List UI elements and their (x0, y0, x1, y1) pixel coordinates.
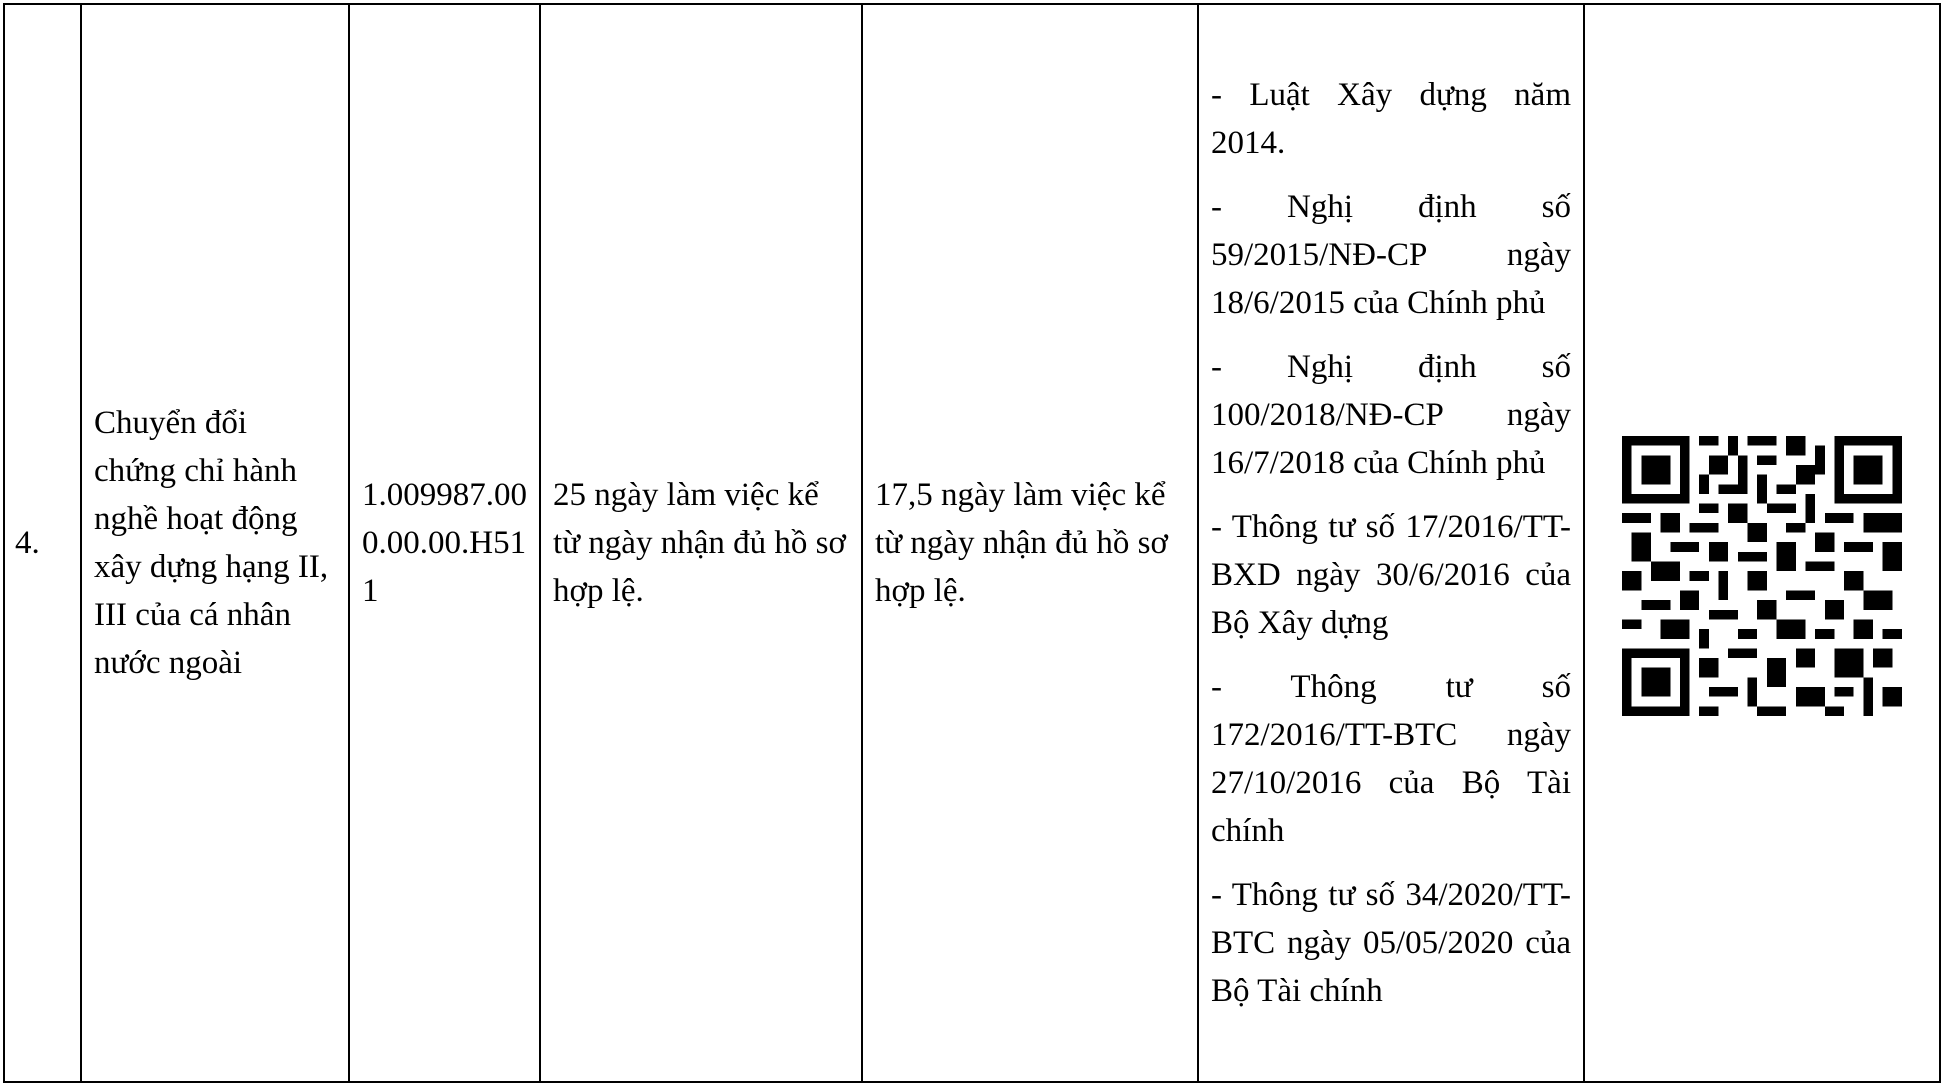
reduced-time-limit: 17,5 ngày làm việc kể từ ngày nhận đủ hồ sơ hợp lệ. (875, 477, 1168, 609)
qr-code-graphic (1622, 436, 1902, 716)
procedure-code-cell (349, 4, 540, 1082)
time-limit: 25 ngày làm việc kể từ ngày nhận đủ hồ sơ hợp lệ. (553, 477, 846, 609)
legal-basis-item: - Thông tư số 34/2020/TT-BTC ngày 05/05/2020 của Bộ Tài chính (1211, 877, 1571, 1009)
legal-basis-cell (1198, 4, 1584, 1082)
stt-cell (4, 4, 81, 1082)
qr-code-icon (1622, 436, 1902, 716)
procedure-table-frame (3, 3, 1939, 1083)
procedure-name-cell (81, 4, 349, 1082)
reduced-time-limit-cell (862, 4, 1198, 1082)
table-row (4, 4, 1940, 1082)
procedure-table (3, 3, 1941, 1083)
procedure-code: 1.009987.000.00.00.H511 (362, 477, 527, 609)
row-number: 4. (15, 525, 40, 561)
time-limit-cell (540, 4, 862, 1082)
procedure-name: Chuyển đổi chứng chỉ hành nghề hoạt động xây dựng hạng II, III của cá nhân nước ngoài (94, 405, 329, 681)
legal-basis-item: - Luật Xây dựng năm 2014. (1211, 77, 1571, 161)
qr-cell (1584, 4, 1940, 1082)
legal-basis-item: - Nghị định số 100/2018/NĐ-CP ngày 16/7/2018 của Chính phủ (1211, 349, 1571, 481)
legal-basis-item: - Thông tư số 17/2016/TT-BXD ngày 30/6/2016 của Bộ Xây dựng (1211, 509, 1571, 641)
legal-basis-item: - Nghị định số 59/2015/NĐ-CP ngày 18/6/2015 của Chính phủ (1211, 189, 1571, 321)
legal-basis-item: - Thông tư số 172/2016/TT-BTC ngày 27/10/2016 của Bộ Tài chính (1211, 669, 1571, 849)
